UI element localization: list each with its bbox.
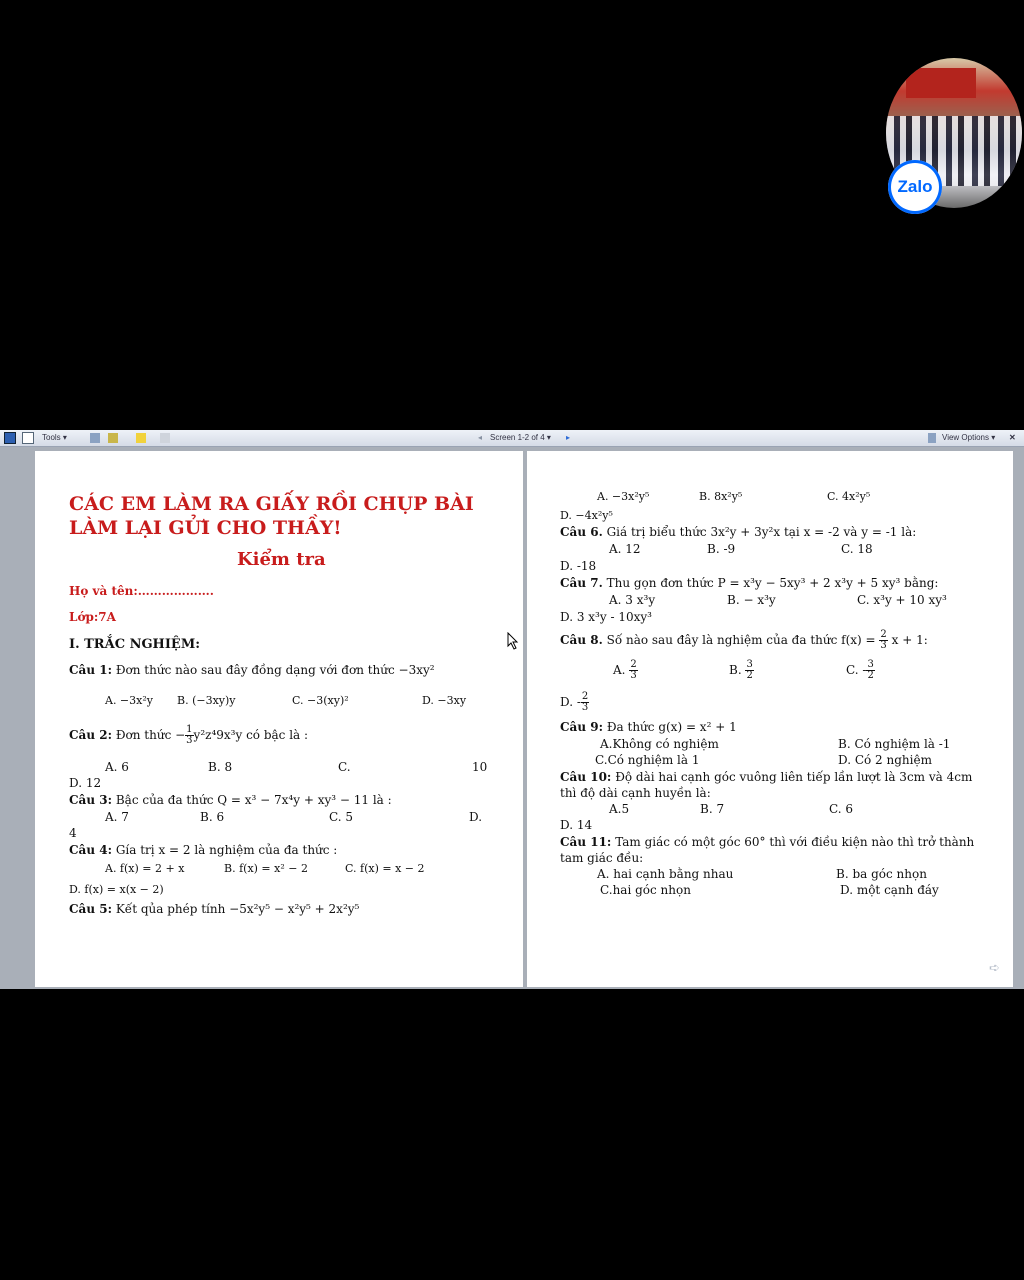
q4-option-b: B. f(x) = x² − 2 bbox=[224, 862, 308, 875]
question-label: Câu 3: bbox=[69, 793, 113, 807]
q10-option-d: D. 14 bbox=[560, 818, 593, 832]
option-letter: C. - bbox=[846, 663, 867, 677]
zalo-label: Zalo bbox=[897, 177, 933, 196]
fraction-numerator: 2 bbox=[581, 691, 589, 702]
q3-option-c: C. 5 bbox=[329, 810, 354, 824]
fraction-numerator: 1 bbox=[186, 724, 193, 735]
question-5 bbox=[69, 902, 359, 917]
q4-option-d: D. f(x) = x(x − 2) bbox=[69, 883, 164, 896]
q11-option-b: B. ba góc nhọn bbox=[836, 867, 927, 881]
next-screen-icon[interactable]: ▸ bbox=[566, 433, 571, 442]
fraction bbox=[866, 660, 874, 681]
fraction bbox=[185, 725, 193, 746]
fraction-denominator: 3 bbox=[186, 735, 193, 746]
question-10-cont: thì độ dài cạnh huyền là: bbox=[560, 786, 711, 800]
section-heading: I. TRẮC NGHIỆM: bbox=[69, 637, 201, 652]
q9-option-d: D. Có 2 nghiệm bbox=[838, 753, 932, 767]
question-text: Giá trị biểu thức 3x²y + 3y²x tại x = -2 và y = -1 là: bbox=[606, 525, 917, 539]
page-right bbox=[527, 451, 1013, 987]
question-text: Gía trị x = 2 là nghiệm của đa thức : bbox=[115, 843, 338, 857]
q8-option-a bbox=[613, 657, 638, 683]
question-9 bbox=[560, 720, 737, 735]
highlight-icon[interactable] bbox=[136, 432, 146, 444]
question-label: Câu 7. bbox=[560, 576, 603, 590]
q3-option-d: D. bbox=[469, 810, 483, 824]
question-2 bbox=[69, 721, 308, 749]
q3-option-b: B. 6 bbox=[200, 810, 225, 824]
q9-option-a: A.Không có nghiệm bbox=[600, 737, 719, 751]
question-text-tail: y²z⁴9x³y có bậc là : bbox=[193, 728, 309, 742]
notice-line-1: CÁC EM LÀM RA GIẤY RỒI CHỤP BÀI bbox=[69, 493, 474, 515]
q2-option-c-value: 10 bbox=[472, 760, 488, 774]
document-viewer bbox=[0, 447, 1024, 989]
fraction-denominator: 3 bbox=[581, 702, 589, 713]
fraction-numerator: 2 bbox=[880, 629, 887, 640]
fraction-numerator: 3 bbox=[746, 659, 753, 670]
q4-option-a: A. f(x) = 2 + x bbox=[105, 862, 185, 875]
q5-option-d: D. −4x²y⁵ bbox=[560, 509, 613, 522]
question-text: Đa thức g(x) = x² + 1 bbox=[606, 720, 737, 734]
prev-screen-icon[interactable]: ◂ bbox=[478, 433, 483, 442]
q3-option-a: A. 7 bbox=[105, 810, 129, 824]
q7-option-b: B. − x³y bbox=[727, 593, 776, 607]
question-label: Câu 11: bbox=[560, 835, 612, 849]
q4-option-c: C. f(x) = x − 2 bbox=[345, 862, 425, 875]
question-label: Câu 8. bbox=[560, 633, 603, 647]
q6-option-d: D. -18 bbox=[560, 559, 597, 573]
view-options-icon[interactable] bbox=[928, 432, 936, 444]
fraction bbox=[629, 660, 637, 681]
question-4 bbox=[69, 843, 337, 858]
question-text: Thu gọn đơn thức P = x³y − 5xy³ + 2 x³y + 5 xy³ bằng: bbox=[606, 576, 939, 590]
question-11 bbox=[560, 835, 974, 850]
fraction-denominator: 2 bbox=[867, 670, 874, 681]
q11-option-a: A. hai cạnh bằng nhau bbox=[597, 867, 734, 881]
viewer-toolbar bbox=[0, 430, 1024, 447]
q7-option-c: C. x³y + 10 xy³ bbox=[857, 593, 947, 607]
q2-option-c: C. bbox=[338, 760, 351, 774]
question-8 bbox=[560, 627, 928, 653]
q2-option-a: A. 6 bbox=[105, 760, 129, 774]
question-text: Bậc của đa thức Q = x³ − 7x⁴y + xy³ − 11 là : bbox=[115, 793, 392, 807]
view-options-menu[interactable]: View Options ▾ bbox=[942, 433, 996, 442]
q1-option-a: A. −3x²y bbox=[105, 694, 153, 707]
q5-option-c: C. 4x²y⁵ bbox=[827, 490, 871, 503]
question-10 bbox=[560, 770, 972, 785]
q5-option-b: B. 8x²y⁵ bbox=[699, 490, 743, 503]
question-label: Câu 2: bbox=[69, 728, 113, 742]
q10-option-a: A.5 bbox=[609, 802, 630, 816]
fraction bbox=[745, 660, 753, 681]
question-label: Câu 6. bbox=[560, 525, 603, 539]
q6-option-a: A. 12 bbox=[609, 542, 641, 556]
question-7 bbox=[560, 576, 938, 591]
q8-option-d bbox=[560, 689, 589, 715]
class-field: Lớp:7A bbox=[69, 610, 116, 624]
question-label: Câu 4: bbox=[69, 843, 113, 857]
q1-option-b: B. (−3xy)y bbox=[177, 694, 236, 707]
tools-menu[interactable]: Tools ▾ bbox=[42, 433, 67, 442]
q10-option-c: C. 6 bbox=[829, 802, 854, 816]
question-label: Câu 9: bbox=[560, 720, 604, 734]
question-6 bbox=[560, 525, 916, 540]
print-preview-icon[interactable] bbox=[22, 432, 34, 444]
comment-icon[interactable] bbox=[160, 432, 170, 444]
fraction-denominator: 2 bbox=[746, 670, 753, 681]
close-icon[interactable]: ✕ bbox=[1009, 433, 1016, 442]
question-text: Tam giác có một góc 60° thì với điều kiện nào thì trở thành bbox=[615, 835, 975, 849]
option-letter: B. bbox=[729, 663, 742, 677]
notice-line-2: LÀM LẠI GỬI CHO THẦY! bbox=[69, 517, 342, 539]
q8-option-c bbox=[846, 657, 875, 683]
q10-option-b: B. 7 bbox=[700, 802, 725, 816]
question-text-tail: x + 1: bbox=[891, 633, 928, 647]
spelling-icon[interactable] bbox=[108, 432, 118, 444]
q7-option-d: D. 3 x³y - 10xy³ bbox=[560, 610, 652, 624]
q6-option-b: B. -9 bbox=[707, 542, 736, 556]
q2-option-d: D. 12 bbox=[69, 776, 102, 790]
q8-option-b bbox=[729, 657, 754, 683]
q1-option-c: C. −3(xy)² bbox=[292, 694, 349, 707]
option-letter: D. - bbox=[560, 695, 581, 709]
question-text: Kết qủa phép tính −5x²y⁵ − x²y⁵ + 2x²y⁵ bbox=[115, 902, 360, 916]
question-label: Câu 1: bbox=[69, 663, 113, 677]
next-page-arrow-icon[interactable]: ➪ bbox=[989, 961, 1000, 976]
question-text: Số nào sau đây là nghiệm của đa thức f(x) = bbox=[606, 633, 876, 647]
name-field: Họ và tên:………………. bbox=[69, 584, 214, 598]
q6-option-c: C. 18 bbox=[841, 542, 873, 556]
question-3 bbox=[69, 793, 392, 808]
fraction-numerator: 3 bbox=[867, 659, 874, 670]
fraction-denominator: 3 bbox=[880, 640, 887, 651]
q9-option-b: B. Có nghiệm là -1 bbox=[838, 737, 951, 751]
save-icon[interactable] bbox=[4, 432, 16, 444]
research-icon[interactable] bbox=[90, 432, 100, 444]
fraction-numerator: 2 bbox=[630, 659, 637, 670]
zalo-logo[interactable] bbox=[888, 160, 942, 214]
option-letter: A. bbox=[613, 663, 626, 677]
q2-option-b: B. 8 bbox=[208, 760, 233, 774]
question-text: Đơn thức − bbox=[115, 728, 186, 742]
question-11-cont: tam giác đều: bbox=[560, 851, 644, 865]
photo-banner bbox=[906, 68, 976, 98]
question-text: Độ dài hai cạnh góc vuông liên tiếp lần lượt là 3cm và 4cm bbox=[615, 770, 973, 784]
q11-option-c: C.hai góc nhọn bbox=[600, 883, 691, 897]
q5-option-a: A. −3x²y⁵ bbox=[597, 490, 650, 503]
question-label: Câu 5: bbox=[69, 902, 113, 916]
q9-option-c: C.Có nghiệm là 1 bbox=[595, 753, 700, 767]
q1-option-d: D. −3xy bbox=[422, 694, 467, 707]
fraction-denominator: 3 bbox=[630, 670, 637, 681]
page-left bbox=[35, 451, 523, 987]
fraction bbox=[879, 630, 887, 651]
fraction bbox=[581, 692, 589, 713]
screen-indicator[interactable]: Screen 1-2 of 4 ▾ bbox=[490, 433, 551, 442]
q3-option-d-value: 4 bbox=[69, 826, 77, 840]
page-title: Kiểm tra bbox=[237, 549, 326, 570]
q7-option-a: A. 3 x³y bbox=[609, 593, 656, 607]
question-text: Đơn thức nào sau đây đồng dạng với đơn thức −3xy² bbox=[115, 663, 435, 677]
q11-option-d: D. một cạnh đáy bbox=[840, 883, 939, 897]
mouse-cursor-icon bbox=[507, 632, 519, 650]
question-label: Câu 10: bbox=[560, 770, 612, 784]
question-1 bbox=[69, 663, 435, 678]
